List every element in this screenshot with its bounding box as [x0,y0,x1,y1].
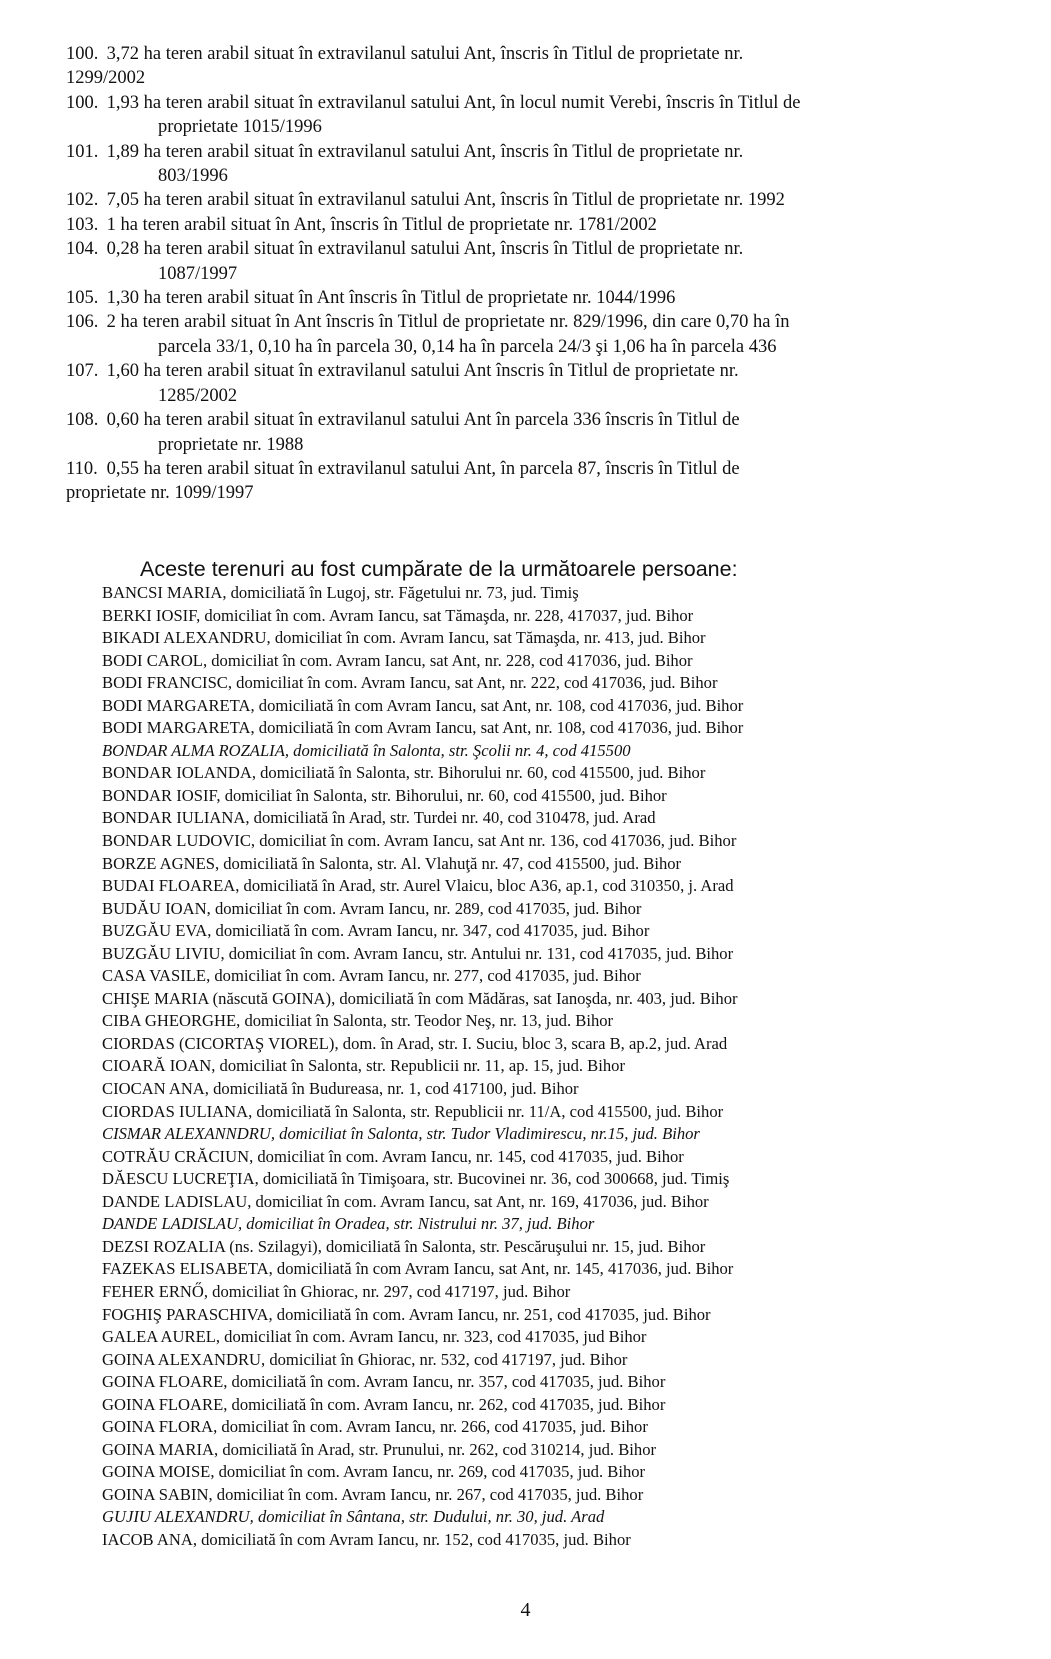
property-list [66,42,1021,506]
seller-address: , domiciliată în Arad, str. Turdei nr. 40, cod 310478, jud. Arad [245,808,656,828]
seller-address: , domiciliată în com. Avram Iancu, nr. 347, cod 417035, jud. Bihor [207,921,650,941]
seller-name: GOINA FLOARE [102,1394,224,1414]
seller-entry [102,1213,1032,1236]
seller-entry [102,898,1032,921]
seller-address: , domiciliat în Oradea, str. Nistrului nr. 37, jud. Bihor [237,1214,595,1234]
seller-name: GALEA AUREL [102,1327,216,1347]
property-item [66,140,1021,189]
seller-name: BODI CAROL [102,650,203,670]
seller-name: BIKADI ALEXANDRU [102,628,267,648]
seller-entry [102,1191,1032,1214]
seller-name: COTRĂU CRĂCIUN [102,1146,250,1166]
seller-address: , domiciliată în Salonta, str. Al. Vlahuţă nr. 47, cod 415500, jud. Bihor [214,853,682,873]
seller-address: , domiciliat în com. Avram Iancu, sat Tămaşda, nr. 413, jud. Bihor [266,628,706,648]
seller-entry [102,1123,1032,1146]
seller-entry [102,1055,1032,1078]
property-item [66,42,1021,91]
seller-entry [102,853,1032,876]
seller-entry [102,740,1032,763]
seller-name: CISMAR ALEXANNDRU [102,1124,271,1144]
seller-name: BONDAR IOSIF [102,785,217,805]
seller-entry [102,1033,1032,1056]
seller-name: BONDAR IULIANA [102,808,246,828]
seller-address: , domiciliat în Salonta, str. Tudor Vladimirescu, nr.15, jud. Bihor [270,1124,700,1144]
item-number: 102. [66,190,99,211]
seller-address: , domiciliat în com. Avram Iancu, str. Antului nr. 131, cod 417035, jud. Bihor [220,943,734,963]
seller-entry [102,1349,1032,1372]
seller-entry [102,762,1032,785]
item-number: 106. [66,312,99,333]
seller-entry [102,1236,1032,1259]
seller-name: BUDAI FLOAREA [102,876,236,896]
seller-name: DĂESCU LUCREŢIA [102,1169,255,1189]
sellers-list [102,582,1032,1552]
seller-address: , domiciliată în com Avram Iancu, sat Ant, nr. 145, 417036, jud. Bihor [268,1259,734,1279]
seller-entry [102,1101,1032,1124]
item-number: 107. [66,361,99,382]
seller-address: , domiciliată în Timişoara, str. Bucovinei nr. 36, cod 300668, jud. Timiş [254,1169,730,1189]
seller-name: BUZGĂU LIVIU [102,943,221,963]
item-number: 108. [66,410,99,431]
seller-address: , domiciliată în Salonta, str. Bihorului nr. 60, cod 415500, jud. Bihor [251,763,706,783]
seller-name: BUDĂU IOAN [102,898,207,918]
seller-address: (născută GOINA), domiciliată în com Mădăras, sat Ianoşda, nr. 403, jud. Bihor [208,988,738,1008]
seller-address: , domiciliat în com. Avram Iancu, nr. 266, cod 417035, jud. Bihor [213,1417,648,1437]
item-text: 1,89 ha teren arabil situat în extravilanul satului Ant, înscris în Titlul de proprietate nr. [102,141,744,162]
seller-address: , domiciliat în com. Avram Iancu, nr. 269, cod 417035, jud. Bihor [210,1462,646,1482]
seller-name: IACOB ANA [102,1529,193,1549]
seller-address: , domiciliat în com. Avram Iancu, sat Ant, nr. 222, cod 417036, jud. Bihor [227,673,718,693]
seller-address: , domiciliat în com. Avram Iancu, nr. 289, cod 417035, jud. Bihor [206,898,642,918]
item-number: 101. [66,141,99,162]
seller-address: , domiciliată în com Avram Iancu, nr. 152, cod 417035, jud. Bihor [192,1529,631,1549]
item-text: 1,60 ha teren arabil situat în extravilanul satului Ant înscris în Titlul de proprietate nr. [102,361,739,382]
property-item [66,359,1021,408]
seller-name: DEZSI ROZALIA [102,1236,226,1256]
seller-name: DANDE LADISLAU [102,1191,248,1211]
seller-entry [102,1010,1032,1033]
seller-address: , domiciliat în com. Avram Iancu, sat Ant, nr. 169, 417036, jud. Bihor [247,1191,709,1211]
seller-name: CHIŞE MARIA [102,988,209,1008]
seller-name: BODI FRANCISC [102,673,228,693]
seller-name: BANCSI MARIA [102,583,223,602]
seller-name: BODI MARGARETA [102,718,251,738]
seller-entry [102,717,1032,740]
seller-entry [102,785,1032,808]
item-text: 1 ha teren arabil situat în Ant, înscris în Titlul de proprietate nr. 1781/2002 [102,214,657,235]
seller-name: BERKI IOSIF [102,605,197,625]
item-text: 2 ha teren arabil situat în Ant înscris în Titlul de proprietate nr. 829/1996, din care 0,70 ha în [102,312,790,333]
item-number: 100. [66,44,99,64]
seller-name: BODI MARGARETA [102,695,251,715]
item-number: 103. [66,214,99,235]
seller-address: (ns. Szilagyi), domiciliată în Salonta, str. Pescăruşului nr. 15, jud. Bihor [225,1236,706,1256]
item-text-continuation: parcela 33/1, 0,10 ha în parcela 30, 0,14 ha în parcela 24/3 şi 1,06 ha în parcela 436 [158,336,777,357]
property-item [66,213,1021,237]
item-text: 1,30 ha teren arabil situat în Ant înscris în Titlul de proprietate nr. 1044/1996 [102,288,676,309]
seller-name: GOINA SABIN [102,1484,209,1504]
seller-address: , domiciliat în com. Avram Iancu, sat Ant nr. 136, cod 417036, jud. Bihor [250,831,737,851]
seller-address: , domiciliat în com. Avram Iancu, sat Tămaşda, nr. 228, 417037, jud. Bihor [196,605,694,625]
seller-entry [102,695,1032,718]
seller-entry [102,1078,1032,1101]
seller-entry [102,1304,1032,1327]
seller-address: , domiciliat în Salonta, str. Teodor Neş, nr. 13, jud. Bihor [236,1011,614,1031]
seller-entry [102,627,1032,650]
property-item [66,188,1021,212]
item-text-continuation: 803/1996 [158,166,228,187]
seller-name: GOINA ALEXANDRU [102,1349,262,1369]
seller-address: , domiciliată în com. Avram Iancu, nr. 357, cod 417035, jud. Bihor [223,1372,666,1392]
seller-name: FAZEKAS ELISABETA [102,1259,269,1279]
item-text: 0,55 ha teren arabil situat în extravilanul satului Ant, în parcela 87, înscris în Titlul de [102,458,740,479]
seller-entry [102,1258,1032,1281]
seller-name: CASA VASILE [102,966,207,986]
seller-entry [102,1146,1032,1169]
seller-address: , domiciliat în Ghiorac, nr. 532, cod 417197, jud. Bihor [261,1349,628,1369]
seller-entry [102,1529,1032,1552]
seller-name: CIORDAS (CICORTAŞ VIOREL) [102,1033,335,1053]
item-number: 105. [66,288,99,309]
seller-address: , domiciliat în com. Avram Iancu, nr. 323, cod 417035, jud Bihor [215,1327,647,1347]
item-text-continuation: 1285/2002 [158,385,238,406]
seller-name: CIOCAN ANA [102,1079,205,1099]
item-text: 7,05 ha teren arabil situat în extravilanul satului Ant, înscris în Titlul de proprietate nr. 1992 [102,190,785,211]
seller-address: , domiciliată în com. Avram Iancu, nr. 251, cod 417035, jud. Bihor [268,1304,711,1324]
seller-address: , domiciliat în com. Avram Iancu, nr. 145, cod 417035, jud. Bihor [249,1146,684,1166]
seller-name: BORZE AGNES [102,853,215,873]
item-number: 100. [66,92,99,113]
property-item [66,457,1021,506]
item-text-continuation: proprietate 1015/1996 [158,117,322,138]
seller-address: , domiciliată în Arad, str. Prunului, nr. 262, cod 310214, jud. Bihor [214,1439,657,1459]
seller-entry [102,1371,1032,1394]
seller-address: , domiciliată în Lugoj, str. Făgetului nr. 73, jud. Timiş [222,583,579,602]
seller-entry [102,1439,1032,1462]
seller-address: , dom. în Arad, str. I. Suciu, bloc 3, scara B, ap.2, jud. Arad [334,1033,728,1053]
seller-address: , domiciliat în com. Avram Iancu, nr. 277, cod 417035, jud. Bihor [206,966,641,986]
seller-name: GUJIU ALEXANDRU [102,1507,250,1527]
item-text-continuation: 1087/1997 [158,263,238,284]
seller-entry [102,920,1032,943]
property-item [66,91,1021,140]
seller-address: , domiciliat în Ghiorac, nr. 297, cod 417197, jud. Bihor [203,1281,571,1301]
seller-name: GOINA MOISE [102,1462,211,1482]
seller-name: GOINA MARIA [102,1439,215,1459]
item-text-continuation: 1299/2002 [66,68,146,89]
seller-entry [102,965,1032,988]
seller-entry [102,807,1032,830]
seller-entry [102,943,1032,966]
seller-entry [102,650,1032,673]
seller-name: CIORDAS IULIANA [102,1101,249,1121]
seller-address: , domiciliată în com Avram Iancu, sat Ant, nr. 108, cod 417036, jud. Bihor [250,695,744,715]
seller-entry [102,1506,1032,1529]
item-text: 3,72 ha teren arabil situat în extravilanul satului Ant, înscris în Titlul de proprietate nr. [102,44,744,64]
seller-entry [102,1461,1032,1484]
seller-name: DANDE LADISLAU [102,1214,238,1234]
seller-entry [102,1484,1032,1507]
seller-address: , domiciliată în Budureasa, nr. 1, cod 417100, jud. Bihor [204,1079,579,1099]
seller-entry [102,830,1032,853]
item-text-continuation: proprietate nr. 1099/1997 [66,483,254,504]
item-text: 1,93 ha teren arabil situat în extravilanul satului Ant, în locul numit Verebi, înscris în Titlul de [102,92,801,113]
seller-address: , domiciliat în Salonta, str. Bihorului, nr. 60, cod 415500, jud. Bihor [216,785,667,805]
seller-address: , domiciliată în Arad, str. Aurel Vlaicu, bloc A36, ap.1, cod 310350, j. Arad [235,876,734,896]
seller-entry [102,1394,1032,1417]
seller-name: CIOARĂ IOAN [102,1056,212,1076]
seller-entry [102,605,1032,628]
seller-entry [102,672,1032,695]
seller-name: BUZGĂU EVA [102,921,208,941]
seller-name: GOINA FLOARE [102,1372,224,1392]
seller-entry [102,1326,1032,1349]
seller-name: BONDAR ALMA ROZALIA [102,740,285,760]
seller-address: , domiciliat în com. Avram Iancu, nr. 267, cod 417035, jud. Bihor [208,1484,644,1504]
seller-address: , domiciliată în com Avram Iancu, sat Ant, nr. 108, cod 417036, jud. Bihor [250,718,744,738]
property-item [66,286,1021,310]
seller-address: , domiciliată în Salonta, str. Republicii nr. 11/A, cod 415500, jud. Bihor [248,1101,724,1121]
seller-name: FOGHIŞ PARASCHIVA [102,1304,269,1324]
seller-entry [102,988,1032,1011]
property-item [66,237,1021,286]
property-item [66,408,1021,457]
sellers-heading: Aceste terenuri au fost cumpărate de la următoarele persoane: [140,557,738,581]
seller-entry [102,582,1032,605]
seller-address: , domiciliat în com. Avram Iancu, sat Ant, nr. 228, cod 417036, jud. Bihor [202,650,693,670]
seller-name: CIBA GHEORGHE [102,1011,237,1031]
seller-address: , domiciliat în Salonta, str. Republicii nr. 11, ap. 15, jud. Bihor [211,1056,625,1076]
seller-entry [102,1416,1032,1439]
seller-address: , domiciliat în Sântana, str. Dudului, nr. 30, jud. Arad [249,1507,605,1527]
seller-entry [102,875,1032,898]
page-number: 4 [520,1599,531,1621]
seller-address: , domiciliată în com. Avram Iancu, nr. 262, cod 417035, jud. Bihor [223,1394,666,1414]
item-number: 104. [66,239,99,260]
seller-address: , domiciliată în Salonta, str. Şcolii nr. 4, cod 415500 [284,740,631,760]
seller-name: BONDAR IOLANDA [102,763,252,783]
property-item [66,310,1021,359]
item-text: 0,28 ha teren arabil situat în extravilanul satului Ant, înscris în Titlul de proprietate nr. [102,239,744,260]
seller-entry [102,1281,1032,1304]
seller-entry [102,1168,1032,1191]
seller-name: BONDAR LUDOVIC [102,831,251,851]
item-text: 0,60 ha teren arabil situat în extravilanul satului Ant în parcela 336 înscris în Titlul de [102,410,740,431]
item-text-continuation: proprietate nr. 1988 [158,434,304,455]
seller-name: GOINA FLORA [102,1417,214,1437]
seller-name: FEHER ERNŐ [102,1281,204,1301]
item-number: 110. [66,458,98,479]
